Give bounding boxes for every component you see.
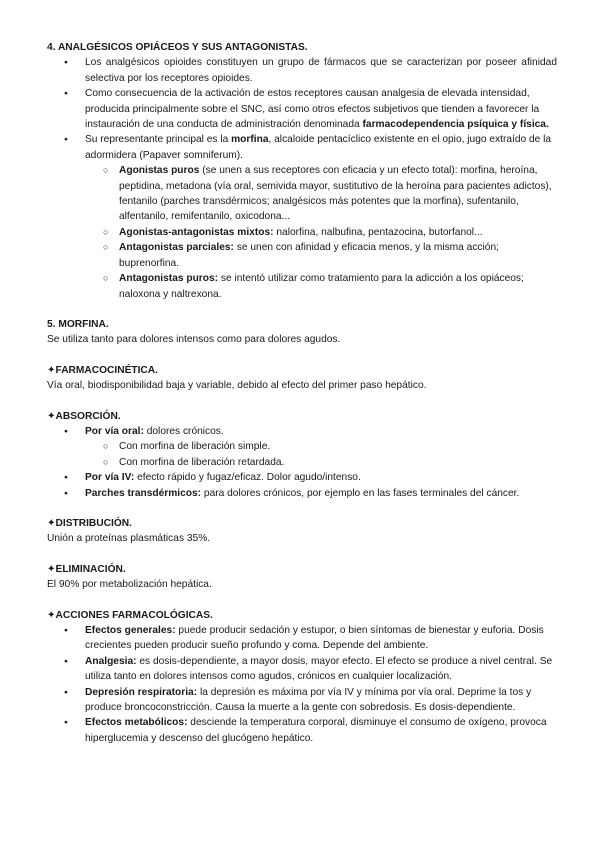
list-item [47, 470, 557, 485]
document-page [47, 40, 557, 746]
farmacocinetica-title: ✦FARMACOCINÉTICA. [47, 364, 158, 376]
list-item-text: se unen con afinidad y eficacia menos, y la misma acción; buprenorfina. [119, 242, 499, 269]
list-item-text: desciende la temperatura corporal, disminuye el consumo de oxígeno, provoca hiperglucemia y descenso del glucógeno hepático. [85, 717, 547, 744]
absorcion-list [47, 424, 557, 501]
list-item [47, 715, 557, 746]
list-item-text: Su representante principal es la [85, 134, 229, 146]
distribucion-title: ✦DISTRIBUCIÓN. [47, 517, 132, 529]
list-item-bold: morfina [231, 134, 269, 146]
list-item-text: nalorfina, nalbufina, pentazocina, butorfanol... [273, 226, 483, 238]
list-item [47, 654, 557, 685]
list-item-text: , alcaloide pentacíclico existente en el opio, jugo extraído de la adormidera (Papaver somniferum). [85, 134, 552, 161]
list-item-text: Los analgésicos opioides constituyen un grupo de fármacos que se caracterizan por poseer afinidad selectiva por los receptores opioides. [85, 57, 557, 84]
sub-list-item [47, 163, 557, 225]
distribucion-text: Unión a proteínas plasmáticas 35%. [47, 533, 211, 545]
list-item [47, 685, 557, 716]
list-item [47, 623, 557, 654]
list-item-text: puede producir sedación y estupor, o bien síntomas de bienestar y euforia. Dosis crecientes pueden producir sueño profundo y coma. Depende del ambiente. [85, 625, 544, 652]
sub-list-item [47, 271, 557, 302]
list-item-bold: Analgesia: [85, 655, 137, 667]
list-item-bold: Por vía oral: [85, 425, 144, 437]
list-item-text: efecto rápido y fugaz/eficaz. Dolor agudo/intenso. [134, 472, 361, 484]
list-item-bold: Efectos generales: [85, 625, 176, 636]
section-4-title: 4. ANALGÉSICOS OPIÁCEOS Y SUS ANTAGONISTAS. [47, 42, 308, 53]
section-5-text: Se utiliza tanto para dolores intensos como para dolores agudos. [47, 334, 341, 346]
list-item [47, 132, 557, 163]
list-item-bold: Agonistas-antagonistas mixtos: [119, 226, 274, 238]
farmacocinetica-text: Vía oral, biodisponibilidad baja y variable, debido al efecto del primer paso hepático. [47, 380, 427, 392]
list-item-bold: Por vía IV: [85, 472, 135, 484]
list-item-bold: Agonistas puros [119, 165, 200, 177]
list-item-text: para dolores crónicos, por ejemplo en las fases terminales del cáncer. [201, 487, 520, 499]
acciones-title: ✦ACCIONES FARMACOLÓGICAS. [47, 609, 213, 621]
sub-list-item [47, 240, 557, 271]
eliminacion-title: ✦ELIMINACIÓN. [47, 563, 126, 575]
list-item [47, 486, 557, 501]
list-item-text: es dosis-dependiente, a mayor dosis, mayor efecto. El efecto se produce a nivel central. Se utiliza tanto en dolores intensos como agudos, crónicos en cualquier localización. [85, 655, 553, 683]
list-item-text: se intentó utilizar como tratamiento para la adicción a los opiáceos; naloxona y naltrexona. [119, 273, 524, 300]
sub-list-item [47, 439, 557, 454]
acciones-list [47, 623, 557, 746]
sub-list-item [47, 455, 557, 470]
list-item-text: la depresión es máxima por vía IV y mínima por vía oral. Deprime la tos y produce broncoconstricción. Causa la muerte a la gente con sobredosis. Es dosis-dependiente. [85, 686, 532, 714]
list-item-text: Con morfina de liberación retardada. [119, 456, 285, 468]
list-item-text: dolores crónicos. [143, 425, 224, 437]
list-item-text: (se unen a sus receptores con eficacia y un efecto total): morfina, heroína, peptidina, metadona (vía oral, semivida mayor, sustitutivo de la heroína para pacientes adictos), fentanilo (parches transdérmicos; analgésicos más potentes que la morfina), sufentanilo, alfentanilo, remifentanilo, oxicodona... [119, 165, 552, 223]
list-item-bold: Antagonistas parciales: [119, 242, 234, 254]
list-item-text: Como consecuencia de la activación de estos receptores causan analgesia de elevada intensidad, producida principalmente sobre el SNC, así como otros efectos subjetivos que tienden a favorecer la instauración de una conducta de administración denominada [85, 88, 540, 131]
list-item-bold: Parches transdérmicos: [85, 487, 202, 499]
list-item-bold: Antagonistas puros: [119, 273, 219, 285]
section-5-title: 5. MORFINA. [47, 318, 109, 330]
absorcion-title: ✦ABSORCIÓN. [47, 410, 121, 422]
list-item-bold: Efectos metabólicos: [85, 717, 188, 729]
list-item [47, 424, 557, 439]
list-item-bold: Depresión respiratoria: [85, 686, 198, 698]
section-4-list [47, 55, 557, 302]
list-item [47, 86, 557, 132]
eliminacion-text: El 90% por metabolización hepática. [47, 579, 212, 591]
list-item [47, 55, 557, 86]
sub-list-item [47, 225, 557, 240]
list-item-text: Con morfina de liberación simple. [119, 441, 271, 453]
list-item-bold: farmacodependencia psíquica y física. [362, 119, 549, 131]
